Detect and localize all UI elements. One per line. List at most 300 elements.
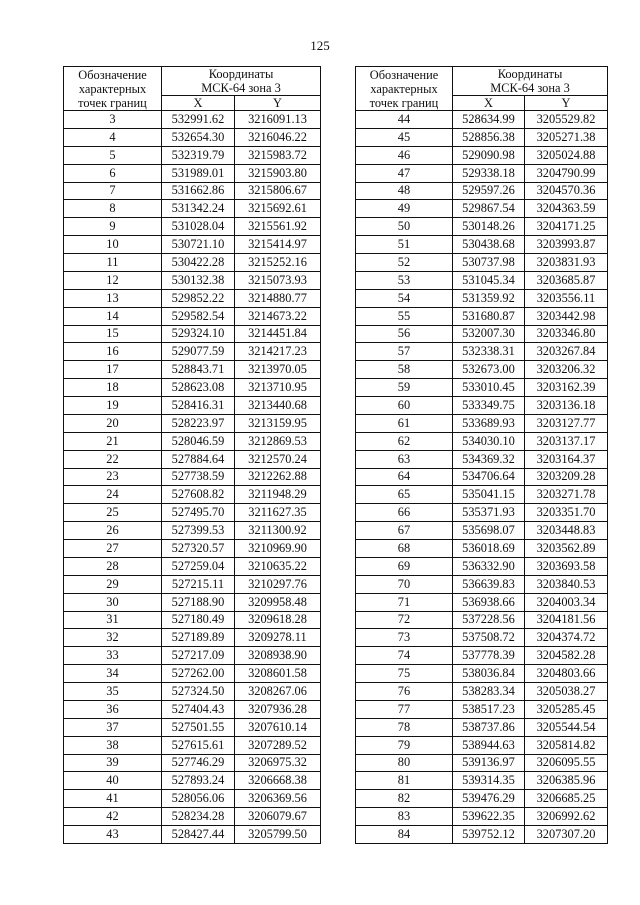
y-coordinate-cell: 3209958.48 [235,593,321,611]
x-coordinate-cell: 538517.23 [453,700,525,718]
point-number-cell: 6 [64,164,162,182]
point-number-cell: 35 [64,683,162,701]
y-coordinate-cell: 3214451.84 [235,325,321,343]
point-number-cell: 52 [356,254,453,272]
point-number-cell: 16 [64,343,162,361]
point-number-cell: 41 [64,790,162,808]
y-coordinate-cell: 3207610.14 [235,718,321,736]
header-x: X [162,96,235,111]
point-number-cell: 8 [64,200,162,218]
table-row [356,700,608,718]
table-row [356,146,608,164]
y-coordinate-cell: 3205529.82 [525,111,608,129]
x-coordinate-cell: 534030.10 [453,432,525,450]
y-coordinate-cell: 3203562.89 [525,540,608,558]
x-coordinate-cell: 535371.93 [453,504,525,522]
table-row [64,772,321,790]
point-number-cell: 18 [64,379,162,397]
x-coordinate-cell: 538944.63 [453,736,525,754]
y-coordinate-cell: 3214217.23 [235,343,321,361]
x-coordinate-cell: 527495.70 [162,504,235,522]
y-coordinate-cell: 3216046.22 [235,128,321,146]
y-coordinate-cell: 3215252.16 [235,254,321,272]
x-coordinate-cell: 539752.12 [453,826,525,844]
point-number-cell: 13 [64,289,162,307]
x-coordinate-cell: 532673.00 [453,361,525,379]
x-coordinate-cell: 529597.26 [453,182,525,200]
x-coordinate-cell: 529852.22 [162,289,235,307]
point-number-cell: 30 [64,593,162,611]
point-number-cell: 29 [64,575,162,593]
point-number-cell: 26 [64,522,162,540]
y-coordinate-cell: 3216091.13 [235,111,321,129]
y-coordinate-cell: 3213710.95 [235,379,321,397]
table-row [356,361,608,379]
point-number-cell: 4 [64,128,162,146]
y-coordinate-cell: 3205271.38 [525,128,608,146]
y-coordinate-cell: 3204803.66 [525,665,608,683]
point-number-cell: 32 [64,629,162,647]
table-row [64,665,321,683]
x-coordinate-cell: 531359.92 [453,289,525,307]
y-coordinate-cell: 3211948.29 [235,486,321,504]
point-number-cell: 48 [356,182,453,200]
y-coordinate-cell: 3212262.88 [235,468,321,486]
point-number-cell: 82 [356,790,453,808]
y-coordinate-cell: 3208267.06 [235,683,321,701]
point-number-cell: 17 [64,361,162,379]
x-coordinate-cell: 531028.04 [162,218,235,236]
table-row [64,146,321,164]
table-row [356,522,608,540]
x-coordinate-cell: 529090.98 [453,146,525,164]
x-coordinate-cell: 531342.24 [162,200,235,218]
table-row [64,575,321,593]
point-number-cell: 15 [64,325,162,343]
table-row [356,379,608,397]
point-number-cell: 74 [356,647,453,665]
table-row [64,379,321,397]
table-row [64,164,321,182]
y-coordinate-cell: 3206685.25 [525,790,608,808]
table-row [356,200,608,218]
y-coordinate-cell: 3203442.98 [525,307,608,325]
header-point-label: Обозначение характерных точек границ [356,67,453,111]
table-row [64,629,321,647]
page-number: 125 [310,38,330,53]
point-number-cell: 47 [356,164,453,182]
point-number-cell: 24 [64,486,162,504]
table-row [64,468,321,486]
x-coordinate-cell: 537228.56 [453,611,525,629]
point-number-cell: 5 [64,146,162,164]
x-coordinate-cell: 528046.59 [162,432,235,450]
table-row [64,700,321,718]
table-row [356,271,608,289]
table-row [64,271,321,289]
point-number-cell: 54 [356,289,453,307]
x-coordinate-cell: 528427.44 [162,826,235,844]
table-row [64,718,321,736]
point-number-cell: 31 [64,611,162,629]
x-coordinate-cell: 538737.86 [453,718,525,736]
point-number-cell: 33 [64,647,162,665]
point-number-cell: 49 [356,200,453,218]
x-coordinate-cell: 527217.09 [162,647,235,665]
y-coordinate-cell: 3203685.87 [525,271,608,289]
table-row [64,218,321,236]
point-number-cell: 21 [64,432,162,450]
x-coordinate-cell: 534369.32 [453,450,525,468]
point-number-cell: 38 [64,736,162,754]
point-number-cell: 64 [356,468,453,486]
x-coordinate-cell: 530422.28 [162,254,235,272]
x-coordinate-cell: 532338.31 [453,343,525,361]
header-y: Y [235,96,321,111]
header-coordinates: Координаты МСК-64 зона 3 [162,67,321,96]
table-row [64,683,321,701]
point-number-cell: 40 [64,772,162,790]
x-coordinate-cell: 530721.10 [162,236,235,254]
point-number-cell: 36 [64,700,162,718]
point-number-cell: 19 [64,397,162,415]
y-coordinate-cell: 3211627.35 [235,504,321,522]
y-coordinate-cell: 3213440.68 [235,397,321,415]
table-row [64,343,321,361]
x-coordinate-cell: 536332.90 [453,557,525,575]
table-row [356,754,608,772]
point-number-cell: 23 [64,468,162,486]
x-coordinate-cell: 531989.01 [162,164,235,182]
x-coordinate-cell: 538036.84 [453,665,525,683]
x-coordinate-cell: 527615.61 [162,736,235,754]
y-coordinate-cell: 3206975.32 [235,754,321,772]
point-number-cell: 45 [356,128,453,146]
x-coordinate-cell: 528634.99 [453,111,525,129]
y-coordinate-cell: 3205285.45 [525,700,608,718]
point-number-cell: 27 [64,540,162,558]
point-number-cell: 57 [356,343,453,361]
x-coordinate-cell: 528234.28 [162,808,235,826]
table-row [64,790,321,808]
y-coordinate-cell: 3212869.53 [235,432,321,450]
point-number-cell: 25 [64,504,162,522]
table-row [356,343,608,361]
y-coordinate-cell: 3212570.24 [235,450,321,468]
x-coordinate-cell: 529867.54 [453,200,525,218]
x-coordinate-cell: 527188.90 [162,593,235,611]
point-number-cell: 3 [64,111,162,129]
y-coordinate-cell: 3203162.39 [525,379,608,397]
y-coordinate-cell: 3203556.11 [525,289,608,307]
point-number-cell: 11 [64,254,162,272]
y-coordinate-cell: 3204790.99 [525,164,608,182]
header-coordinates: Координаты МСК-64 зона 3 [453,67,608,96]
point-number-cell: 44 [356,111,453,129]
y-coordinate-cell: 3208601.58 [235,665,321,683]
x-coordinate-cell: 534706.64 [453,468,525,486]
point-number-cell: 72 [356,611,453,629]
table-row [356,182,608,200]
y-coordinate-cell: 3205544.54 [525,718,608,736]
coordinates-table-right [355,66,608,844]
x-coordinate-cell: 527738.59 [162,468,235,486]
x-coordinate-cell: 530438.68 [453,236,525,254]
y-coordinate-cell: 3206992.62 [525,808,608,826]
y-coordinate-cell: 3204363.59 [525,200,608,218]
x-coordinate-cell: 532991.62 [162,111,235,129]
x-coordinate-cell: 537778.39 [453,647,525,665]
x-coordinate-cell: 528056.06 [162,790,235,808]
point-number-cell: 76 [356,683,453,701]
point-number-cell: 14 [64,307,162,325]
table-row [64,504,321,522]
y-coordinate-cell: 3206095.55 [525,754,608,772]
point-number-cell: 39 [64,754,162,772]
y-coordinate-cell: 3215806.67 [235,182,321,200]
point-number-cell: 62 [356,432,453,450]
x-coordinate-cell: 527189.89 [162,629,235,647]
table-row [356,683,608,701]
point-number-cell: 12 [64,271,162,289]
y-coordinate-cell: 3214673.22 [235,307,321,325]
point-number-cell: 10 [64,236,162,254]
table-row [356,111,608,129]
x-coordinate-cell: 536018.69 [453,540,525,558]
point-number-cell: 70 [356,575,453,593]
x-coordinate-cell: 528223.97 [162,414,235,432]
table-row [64,307,321,325]
x-coordinate-cell: 533349.75 [453,397,525,415]
point-number-cell: 53 [356,271,453,289]
x-coordinate-cell: 527746.29 [162,754,235,772]
point-number-cell: 61 [356,414,453,432]
table-row [356,772,608,790]
y-coordinate-cell: 3203693.58 [525,557,608,575]
table-row [64,754,321,772]
x-coordinate-cell: 538283.34 [453,683,525,701]
x-coordinate-cell: 531680.87 [453,307,525,325]
table-row [356,450,608,468]
x-coordinate-cell: 527262.00 [162,665,235,683]
y-coordinate-cell: 3203127.77 [525,414,608,432]
x-coordinate-cell: 528843.71 [162,361,235,379]
y-coordinate-cell: 3204374.72 [525,629,608,647]
table-row [64,736,321,754]
point-number-cell: 42 [64,808,162,826]
table-row [64,486,321,504]
table-row [356,486,608,504]
table-row [64,540,321,558]
header-y: Y [525,96,608,111]
table-row [64,432,321,450]
y-coordinate-cell: 3210297.76 [235,575,321,593]
point-number-cell: 60 [356,397,453,415]
table-row [356,665,608,683]
table-row [356,790,608,808]
x-coordinate-cell: 527884.64 [162,450,235,468]
y-coordinate-cell: 3215903.80 [235,164,321,182]
table-row [356,593,608,611]
y-coordinate-cell: 3213970.05 [235,361,321,379]
table-row [356,647,608,665]
point-number-cell: 77 [356,700,453,718]
table-row [64,611,321,629]
table-row [356,254,608,272]
y-coordinate-cell: 3205024.88 [525,146,608,164]
y-coordinate-cell: 3204171.25 [525,218,608,236]
table-row [64,111,321,129]
x-coordinate-cell: 539136.97 [453,754,525,772]
table-row [64,128,321,146]
table-row [356,307,608,325]
y-coordinate-cell: 3203346.80 [525,325,608,343]
x-coordinate-cell: 527320.57 [162,540,235,558]
y-coordinate-cell: 3204003.34 [525,593,608,611]
y-coordinate-cell: 3203993.87 [525,236,608,254]
y-coordinate-cell: 3209278.11 [235,629,321,647]
x-coordinate-cell: 529582.54 [162,307,235,325]
table-row [356,629,608,647]
y-coordinate-cell: 3210635.22 [235,557,321,575]
table-row [64,593,321,611]
point-number-cell: 69 [356,557,453,575]
x-coordinate-cell: 532654.30 [162,128,235,146]
point-number-cell: 75 [356,665,453,683]
header-point-label: Обозначение характерных точек границ [64,67,162,111]
y-coordinate-cell: 3214880.77 [235,289,321,307]
x-coordinate-cell: 539476.29 [453,790,525,808]
y-coordinate-cell: 3203831.93 [525,254,608,272]
table-row [356,540,608,558]
x-coordinate-cell: 528856.38 [453,128,525,146]
x-coordinate-cell: 528416.31 [162,397,235,415]
table-row [64,236,321,254]
y-coordinate-cell: 3204570.36 [525,182,608,200]
table-row [356,557,608,575]
x-coordinate-cell: 533010.45 [453,379,525,397]
table-row [356,164,608,182]
point-number-cell: 67 [356,522,453,540]
y-coordinate-cell: 3205814.82 [525,736,608,754]
table-row [64,182,321,200]
header-x: X [453,96,525,111]
point-number-cell: 51 [356,236,453,254]
table-row [356,611,608,629]
y-coordinate-cell: 3205799.50 [235,826,321,844]
table-row [356,397,608,415]
y-coordinate-cell: 3206385.96 [525,772,608,790]
table-row [64,254,321,272]
point-number-cell: 68 [356,540,453,558]
x-coordinate-cell: 532319.79 [162,146,235,164]
x-coordinate-cell: 527399.53 [162,522,235,540]
y-coordinate-cell: 3211300.92 [235,522,321,540]
point-number-cell: 22 [64,450,162,468]
table-row [64,557,321,575]
x-coordinate-cell: 527893.24 [162,772,235,790]
x-coordinate-cell: 530148.26 [453,218,525,236]
y-coordinate-cell: 3207936.28 [235,700,321,718]
point-number-cell: 66 [356,504,453,522]
x-coordinate-cell: 527324.50 [162,683,235,701]
point-number-cell: 20 [64,414,162,432]
y-coordinate-cell: 3203137.17 [525,432,608,450]
y-coordinate-cell: 3206369.56 [235,790,321,808]
x-coordinate-cell: 535698.07 [453,522,525,540]
x-coordinate-cell: 530132.38 [162,271,235,289]
point-number-cell: 73 [356,629,453,647]
coordinates-table-left [63,66,321,844]
point-number-cell: 71 [356,593,453,611]
table-row [64,397,321,415]
table-row [356,289,608,307]
y-coordinate-cell: 3206668.38 [235,772,321,790]
y-coordinate-cell: 3203840.53 [525,575,608,593]
table-row [356,468,608,486]
table-row [64,450,321,468]
y-coordinate-cell: 3213159.95 [235,414,321,432]
x-coordinate-cell: 539622.35 [453,808,525,826]
table-row [64,808,321,826]
y-coordinate-cell: 3206079.67 [235,808,321,826]
table-row [356,575,608,593]
left-table-body [64,111,321,844]
point-number-cell: 78 [356,718,453,736]
y-coordinate-cell: 3215983.72 [235,146,321,164]
point-number-cell: 84 [356,826,453,844]
point-number-cell: 43 [64,826,162,844]
table-row [64,522,321,540]
point-number-cell: 56 [356,325,453,343]
x-coordinate-cell: 527404.43 [162,700,235,718]
y-coordinate-cell: 3205038.27 [525,683,608,701]
x-coordinate-cell: 531045.34 [453,271,525,289]
x-coordinate-cell: 527180.49 [162,611,235,629]
table-row [356,325,608,343]
x-coordinate-cell: 535041.15 [453,486,525,504]
x-coordinate-cell: 539314.35 [453,772,525,790]
point-number-cell: 58 [356,361,453,379]
y-coordinate-cell: 3203351.70 [525,504,608,522]
point-number-cell: 50 [356,218,453,236]
right-table-body [356,111,608,844]
table-row [64,200,321,218]
table-row [356,236,608,254]
table-row [356,218,608,236]
y-coordinate-cell: 3204181.56 [525,611,608,629]
y-coordinate-cell: 3207289.52 [235,736,321,754]
x-coordinate-cell: 530737.98 [453,254,525,272]
table-row [356,504,608,522]
point-number-cell: 59 [356,379,453,397]
x-coordinate-cell: 528623.08 [162,379,235,397]
x-coordinate-cell: 531662.86 [162,182,235,200]
y-coordinate-cell: 3203448.83 [525,522,608,540]
table-row [356,128,608,146]
y-coordinate-cell: 3215073.93 [235,271,321,289]
y-coordinate-cell: 3203209.28 [525,468,608,486]
point-number-cell: 81 [356,772,453,790]
x-coordinate-cell: 529338.18 [453,164,525,182]
table-row [64,325,321,343]
table-row [356,432,608,450]
x-coordinate-cell: 529077.59 [162,343,235,361]
table-row [356,826,608,844]
y-coordinate-cell: 3208938.90 [235,647,321,665]
point-number-cell: 65 [356,486,453,504]
x-coordinate-cell: 527608.82 [162,486,235,504]
